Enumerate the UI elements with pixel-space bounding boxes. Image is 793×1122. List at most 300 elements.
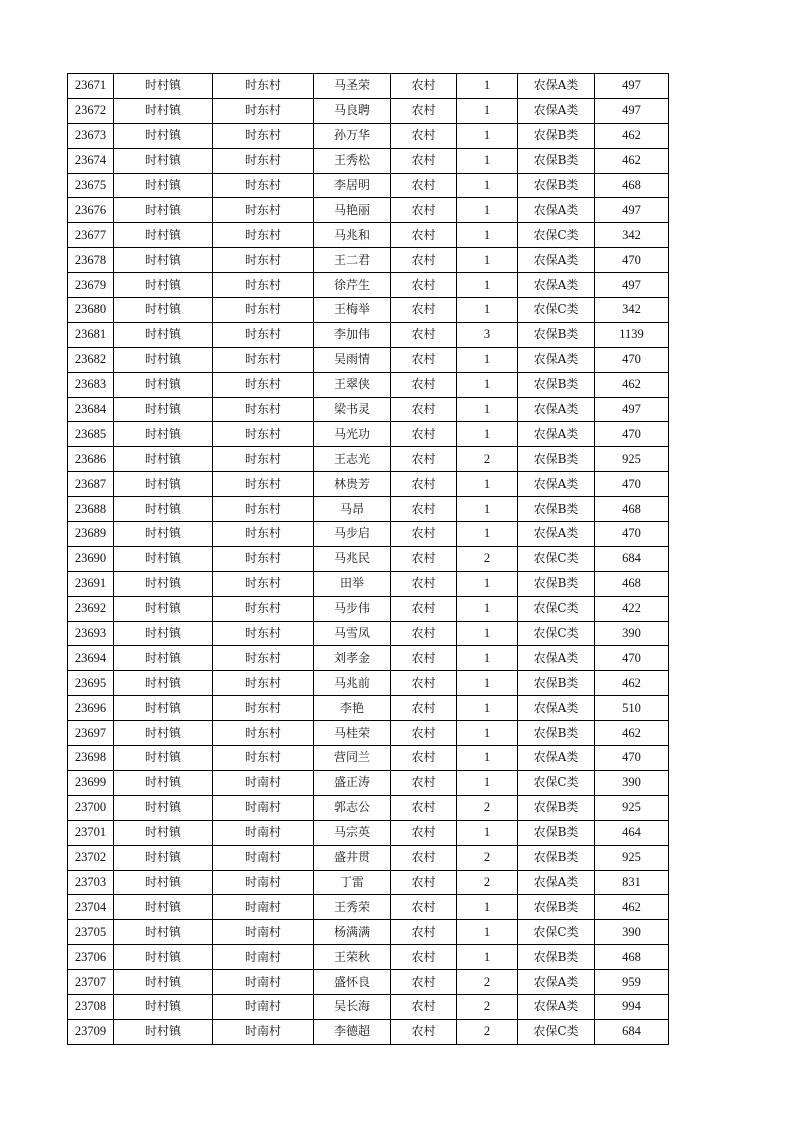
record-id-cell: 23695 [68,671,114,696]
table-row [68,746,669,771]
town-cell: 时村镇 [114,994,213,1019]
insurance-class-cell: 农保B类 [518,322,595,347]
member-count-cell: 1 [457,148,518,173]
member-count-cell: 1 [457,347,518,372]
member-count-cell: 1 [457,945,518,970]
village-cell: 时东村 [213,447,314,472]
table-row [68,596,669,621]
person-name-cell: 马步伟 [314,596,391,621]
person-name-cell: 徐芹生 [314,273,391,298]
village-cell: 时东村 [213,671,314,696]
table-row [68,422,669,447]
member-count-cell: 1 [457,223,518,248]
record-id-cell: 23684 [68,397,114,422]
record-id-cell: 23699 [68,770,114,795]
household-type-cell: 农村 [391,347,457,372]
member-count-cell: 1 [457,74,518,99]
amount-cell: 462 [595,123,669,148]
amount-cell: 497 [595,273,669,298]
amount-cell: 390 [595,621,669,646]
member-count-cell: 2 [457,994,518,1019]
table-row [68,322,669,347]
person-name-cell: 马兆和 [314,223,391,248]
member-count-cell: 2 [457,546,518,571]
village-cell: 时东村 [213,746,314,771]
person-name-cell: 李居明 [314,173,391,198]
town-cell: 时村镇 [114,1019,213,1044]
member-count-cell: 1 [457,248,518,273]
village-cell: 时东村 [213,347,314,372]
amount-cell: 470 [595,472,669,497]
member-count-cell: 1 [457,372,518,397]
household-type-cell: 农村 [391,571,457,596]
table-row [68,522,669,547]
town-cell: 时村镇 [114,522,213,547]
household-type-cell: 农村 [391,746,457,771]
table-row [68,1019,669,1044]
household-type-cell: 农村 [391,148,457,173]
village-cell: 时东村 [213,472,314,497]
person-name-cell: 马兆民 [314,546,391,571]
village-cell: 时东村 [213,646,314,671]
town-cell: 时村镇 [114,820,213,845]
household-type-cell: 农村 [391,74,457,99]
town-cell: 时村镇 [114,621,213,646]
record-id-cell: 23689 [68,522,114,547]
household-type-cell: 农村 [391,298,457,323]
person-name-cell: 李加伟 [314,322,391,347]
insurance-class-cell: 农保A类 [518,98,595,123]
village-cell: 时东村 [213,223,314,248]
insurance-class-cell: 农保A类 [518,198,595,223]
amount-cell: 342 [595,223,669,248]
insurance-class-cell: 农保C类 [518,770,595,795]
person-name-cell: 吴长海 [314,994,391,1019]
village-cell: 时东村 [213,571,314,596]
village-cell: 时东村 [213,422,314,447]
table-row [68,646,669,671]
amount-cell: 462 [595,372,669,397]
table-row [68,994,669,1019]
record-id-cell: 23698 [68,746,114,771]
record-id-cell: 23683 [68,372,114,397]
member-count-cell: 1 [457,671,518,696]
village-cell: 时东村 [213,198,314,223]
amount-cell: 994 [595,994,669,1019]
household-type-cell: 农村 [391,820,457,845]
amount-cell: 390 [595,920,669,945]
town-cell: 时村镇 [114,173,213,198]
amount-cell: 470 [595,746,669,771]
insurance-class-cell: 农保B类 [518,721,595,746]
member-count-cell: 1 [457,522,518,547]
person-name-cell: 马雪凤 [314,621,391,646]
village-cell: 时南村 [213,920,314,945]
member-count-cell: 1 [457,123,518,148]
town-cell: 时村镇 [114,721,213,746]
household-type-cell: 农村 [391,422,457,447]
village-cell: 时东村 [213,273,314,298]
amount-cell: 510 [595,696,669,721]
household-type-cell: 农村 [391,795,457,820]
person-name-cell: 李德超 [314,1019,391,1044]
record-id-cell: 23681 [68,322,114,347]
household-type-cell: 农村 [391,596,457,621]
person-name-cell: 李艳 [314,696,391,721]
person-name-cell: 梁书灵 [314,397,391,422]
member-count-cell: 1 [457,298,518,323]
insurance-class-cell: 农保A类 [518,397,595,422]
household-type-cell: 农村 [391,621,457,646]
table-row [68,546,669,571]
town-cell: 时村镇 [114,845,213,870]
village-cell: 时东村 [213,372,314,397]
record-id-cell: 23690 [68,546,114,571]
person-name-cell: 林贵芳 [314,472,391,497]
household-type-cell: 农村 [391,98,457,123]
record-id-cell: 23709 [68,1019,114,1044]
town-cell: 时村镇 [114,646,213,671]
insurance-class-cell: 农保B类 [518,795,595,820]
table-row [68,721,669,746]
record-id-cell: 23679 [68,273,114,298]
member-count-cell: 3 [457,322,518,347]
insurance-class-cell: 农保C类 [518,596,595,621]
table-row [68,372,669,397]
insurance-class-cell: 农保B类 [518,173,595,198]
household-type-cell: 农村 [391,472,457,497]
village-cell: 时南村 [213,970,314,995]
member-count-cell: 1 [457,696,518,721]
household-type-cell: 农村 [391,447,457,472]
record-id-cell: 23703 [68,870,114,895]
village-cell: 时东村 [213,696,314,721]
person-name-cell: 丁雷 [314,870,391,895]
town-cell: 时村镇 [114,74,213,99]
person-name-cell: 郭志公 [314,795,391,820]
record-id-cell: 23686 [68,447,114,472]
table-row [68,770,669,795]
amount-cell: 959 [595,970,669,995]
insurance-class-cell: 农保A类 [518,74,595,99]
insurance-class-cell: 农保B类 [518,845,595,870]
record-id-cell: 23682 [68,347,114,372]
household-type-cell: 农村 [391,546,457,571]
town-cell: 时村镇 [114,746,213,771]
person-name-cell: 王二君 [314,248,391,273]
amount-cell: 470 [595,522,669,547]
table-row [68,820,669,845]
member-count-cell: 1 [457,397,518,422]
amount-cell: 470 [595,347,669,372]
person-name-cell: 王秀荣 [314,895,391,920]
table-row [68,970,669,995]
amount-cell: 462 [595,148,669,173]
member-count-cell: 1 [457,198,518,223]
table-row [68,621,669,646]
person-name-cell: 王志光 [314,447,391,472]
table-row [68,273,669,298]
person-name-cell: 马良聘 [314,98,391,123]
amount-cell: 342 [595,298,669,323]
member-count-cell: 1 [457,173,518,198]
town-cell: 时村镇 [114,322,213,347]
town-cell: 时村镇 [114,123,213,148]
town-cell: 时村镇 [114,546,213,571]
record-id-cell: 23704 [68,895,114,920]
table-row [68,447,669,472]
household-type-cell: 农村 [391,322,457,347]
town-cell: 时村镇 [114,298,213,323]
amount-cell: 464 [595,820,669,845]
insurance-class-cell: 农保B类 [518,372,595,397]
village-cell: 时南村 [213,820,314,845]
amount-cell: 470 [595,646,669,671]
town-cell: 时村镇 [114,497,213,522]
village-cell: 时南村 [213,945,314,970]
amount-cell: 497 [595,98,669,123]
town-cell: 时村镇 [114,447,213,472]
table-row [68,248,669,273]
village-cell: 时南村 [213,1019,314,1044]
record-id-cell: 23702 [68,845,114,870]
member-count-cell: 2 [457,1019,518,1044]
person-name-cell: 马圣荣 [314,74,391,99]
village-cell: 时南村 [213,870,314,895]
household-type-cell: 农村 [391,1019,457,1044]
record-id-cell: 23685 [68,422,114,447]
person-name-cell: 孙万华 [314,123,391,148]
household-type-cell: 农村 [391,895,457,920]
person-name-cell: 盛正涛 [314,770,391,795]
table-row [68,298,669,323]
insurance-class-cell: 农保A类 [518,347,595,372]
town-cell: 时村镇 [114,696,213,721]
household-type-cell: 农村 [391,845,457,870]
member-count-cell: 1 [457,621,518,646]
insurance-class-cell: 农保B类 [518,497,595,522]
village-cell: 时东村 [213,74,314,99]
insurance-class-cell: 农保B类 [518,447,595,472]
household-type-cell: 农村 [391,671,457,696]
village-cell: 时东村 [213,621,314,646]
insurance-class-cell: 农保C类 [518,621,595,646]
town-cell: 时村镇 [114,148,213,173]
household-type-cell: 农村 [391,770,457,795]
town-cell: 时村镇 [114,372,213,397]
household-type-cell: 农村 [391,273,457,298]
member-count-cell: 1 [457,746,518,771]
insurance-class-cell: 农保B类 [518,571,595,596]
household-type-cell: 农村 [391,372,457,397]
table-row [68,945,669,970]
member-count-cell: 1 [457,497,518,522]
amount-cell: 422 [595,596,669,621]
person-name-cell: 王秀松 [314,148,391,173]
village-cell: 时东村 [213,497,314,522]
town-cell: 时村镇 [114,945,213,970]
household-type-cell: 农村 [391,223,457,248]
village-cell: 时东村 [213,322,314,347]
town-cell: 时村镇 [114,870,213,895]
town-cell: 时村镇 [114,596,213,621]
person-name-cell: 马艳丽 [314,198,391,223]
table-row [68,347,669,372]
household-type-cell: 农村 [391,248,457,273]
person-name-cell: 马宗英 [314,820,391,845]
amount-cell: 497 [595,198,669,223]
table-row [68,397,669,422]
amount-cell: 470 [595,422,669,447]
village-cell: 时东村 [213,721,314,746]
member-count-cell: 1 [457,472,518,497]
amount-cell: 1139 [595,322,669,347]
insurance-class-cell: 农保A类 [518,472,595,497]
insurance-class-cell: 农保A类 [518,646,595,671]
table-row [68,123,669,148]
village-cell: 时南村 [213,770,314,795]
amount-cell: 831 [595,870,669,895]
town-cell: 时村镇 [114,571,213,596]
town-cell: 时村镇 [114,970,213,995]
town-cell: 时村镇 [114,347,213,372]
record-id-cell: 23700 [68,795,114,820]
table-row [68,671,669,696]
village-cell: 时东村 [213,98,314,123]
table-row [68,98,669,123]
amount-cell: 684 [595,546,669,571]
household-type-cell: 农村 [391,696,457,721]
household-type-cell: 农村 [391,198,457,223]
record-id-cell: 23694 [68,646,114,671]
member-count-cell: 1 [457,98,518,123]
insurance-class-cell: 农保A类 [518,994,595,1019]
table-body [68,74,669,1045]
person-name-cell: 王梅举 [314,298,391,323]
insurance-class-cell: 农保B类 [518,895,595,920]
person-name-cell: 马光功 [314,422,391,447]
household-type-cell: 农村 [391,920,457,945]
record-id-cell: 23680 [68,298,114,323]
person-name-cell: 王翠侠 [314,372,391,397]
member-count-cell: 2 [457,970,518,995]
town-cell: 时村镇 [114,422,213,447]
household-type-cell: 农村 [391,522,457,547]
household-type-cell: 农村 [391,970,457,995]
insurance-class-cell: 农保C类 [518,546,595,571]
table-row [68,223,669,248]
village-cell: 时东村 [213,298,314,323]
insurance-class-cell: 农保A类 [518,248,595,273]
amount-cell: 684 [595,1019,669,1044]
record-id-cell: 23672 [68,98,114,123]
amount-cell: 497 [595,74,669,99]
record-id-cell: 23701 [68,820,114,845]
member-count-cell: 1 [457,770,518,795]
person-name-cell: 盛井贯 [314,845,391,870]
table-row [68,497,669,522]
village-cell: 时南村 [213,845,314,870]
village-cell: 时东村 [213,397,314,422]
person-name-cell: 马昂 [314,497,391,522]
insurance-class-cell: 农保B类 [518,945,595,970]
amount-cell: 468 [595,571,669,596]
insurance-class-cell: 农保C类 [518,223,595,248]
insurance-class-cell: 农保A类 [518,870,595,895]
table-row [68,870,669,895]
amount-cell: 468 [595,945,669,970]
record-id-cell: 23678 [68,248,114,273]
village-cell: 时南村 [213,895,314,920]
member-count-cell: 2 [457,870,518,895]
person-name-cell: 盛怀良 [314,970,391,995]
member-count-cell: 2 [457,795,518,820]
data-table [67,73,669,1045]
town-cell: 时村镇 [114,273,213,298]
member-count-cell: 1 [457,571,518,596]
insurance-class-cell: 农保B类 [518,671,595,696]
person-name-cell: 杨满满 [314,920,391,945]
amount-cell: 468 [595,173,669,198]
town-cell: 时村镇 [114,895,213,920]
record-id-cell: 23673 [68,123,114,148]
member-count-cell: 1 [457,273,518,298]
member-count-cell: 1 [457,721,518,746]
village-cell: 时东村 [213,248,314,273]
person-name-cell: 王荣秋 [314,945,391,970]
insurance-class-cell: 农保C类 [518,298,595,323]
town-cell: 时村镇 [114,770,213,795]
village-cell: 时东村 [213,123,314,148]
table-row [68,696,669,721]
household-type-cell: 农村 [391,945,457,970]
household-type-cell: 农村 [391,497,457,522]
record-id-cell: 23677 [68,223,114,248]
table-row [68,74,669,99]
record-id-cell: 23707 [68,970,114,995]
member-count-cell: 1 [457,422,518,447]
village-cell: 时东村 [213,596,314,621]
member-count-cell: 1 [457,920,518,945]
village-cell: 时东村 [213,546,314,571]
table-row [68,472,669,497]
town-cell: 时村镇 [114,397,213,422]
insurance-class-cell: 农保B类 [518,123,595,148]
amount-cell: 390 [595,770,669,795]
person-name-cell: 马步启 [314,522,391,547]
table-row [68,920,669,945]
record-id-cell: 23692 [68,596,114,621]
record-id-cell: 23708 [68,994,114,1019]
insurance-class-cell: 农保A类 [518,273,595,298]
village-cell: 时东村 [213,173,314,198]
person-name-cell: 营同兰 [314,746,391,771]
household-type-cell: 农村 [391,646,457,671]
record-id-cell: 23674 [68,148,114,173]
person-name-cell: 田举 [314,571,391,596]
household-type-cell: 农村 [391,123,457,148]
member-count-cell: 1 [457,820,518,845]
table-row [68,571,669,596]
insurance-class-cell: 农保A类 [518,970,595,995]
insurance-class-cell: 农保A类 [518,422,595,447]
table-row [68,198,669,223]
town-cell: 时村镇 [114,198,213,223]
village-cell: 时南村 [213,994,314,1019]
table-row [68,173,669,198]
table-row [68,795,669,820]
record-id-cell: 23676 [68,198,114,223]
